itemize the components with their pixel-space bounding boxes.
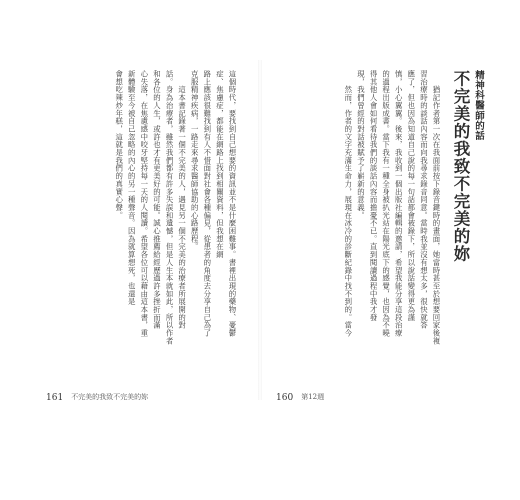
left-paragraph-2: 這本書記錄著一個不完美的人，遇見另一個不完美的治療者所展開的對 話。身為治療者，雖然我們都有許多失誤和遺憾，但是人生本就如此，所以作者 和各位的人生，或許也才有更美好的可能。誠心推薦給經歷過許多挫折而滿 心失落，在焦慮感中咬牙堅持每一天的人閱讀。希望各位可以藉由這本書，重 新體驗至今被自己忽略的內心的另一種聲音。因為就算想死，也還是 會想吃辣炒年糕，這就是我們的真實心聲。 (114, 70, 187, 345)
right-paragraph-2: 然而，作者的文字充滿生命力，展現在冰冷的診斷紀錄中找不到的。當今 (343, 70, 353, 337)
page-title: 不完美的我致不完美的妳 (451, 70, 470, 263)
section-label: 精神科醫師的話 (473, 70, 484, 141)
running-title-right: 第12週 (301, 393, 325, 401)
page-number-left: 161 (46, 393, 64, 403)
left-paragraph-1: 這個時代，要找到自己想要的資訊並不是什麼困難事。書裡出現的藥物、憂鬱 症、焦慮症，都能在網路上找到相關資料，但我想在網 路上應該很難找到有人不惜面對社會各種偏見，從患者的角度去分享自己為了 克服精神疾病，一路走來尋求醫師協助的心路歷程。 (190, 70, 237, 337)
right-paragraph-1: 猶記作者第一次在我面前按下錄音鍵時的畫面，她當時甚至於想要回家後複 習治療時的談話內容而向我尋求錄音同意。當時我並沒有想太多，很快就答 應了，但也因為知道自己說的每一句話都會被錄下，所以說話變得更為謹 慎，小心翼翼。後來，我收到一個出版社編輯的邀請，希望我能分享這段治療 的過程出版成書。當下我有一種全身被扒光站在陽光底下的感覺，也因為不曉 得其他人會如何看待我們的談話內容而擔憂不已。直到閱讀過程中我才發 現，我們曾經的對話被賦予了嶄新的意義。 (356, 70, 441, 345)
footer-left (46, 392, 148, 403)
right-page-body (262, 70, 442, 345)
footer-right (276, 392, 324, 403)
left-page-body (58, 70, 238, 345)
page-number-right: 160 (276, 393, 294, 403)
running-title-left: 不完美的我致不完美的妳 (71, 393, 149, 401)
